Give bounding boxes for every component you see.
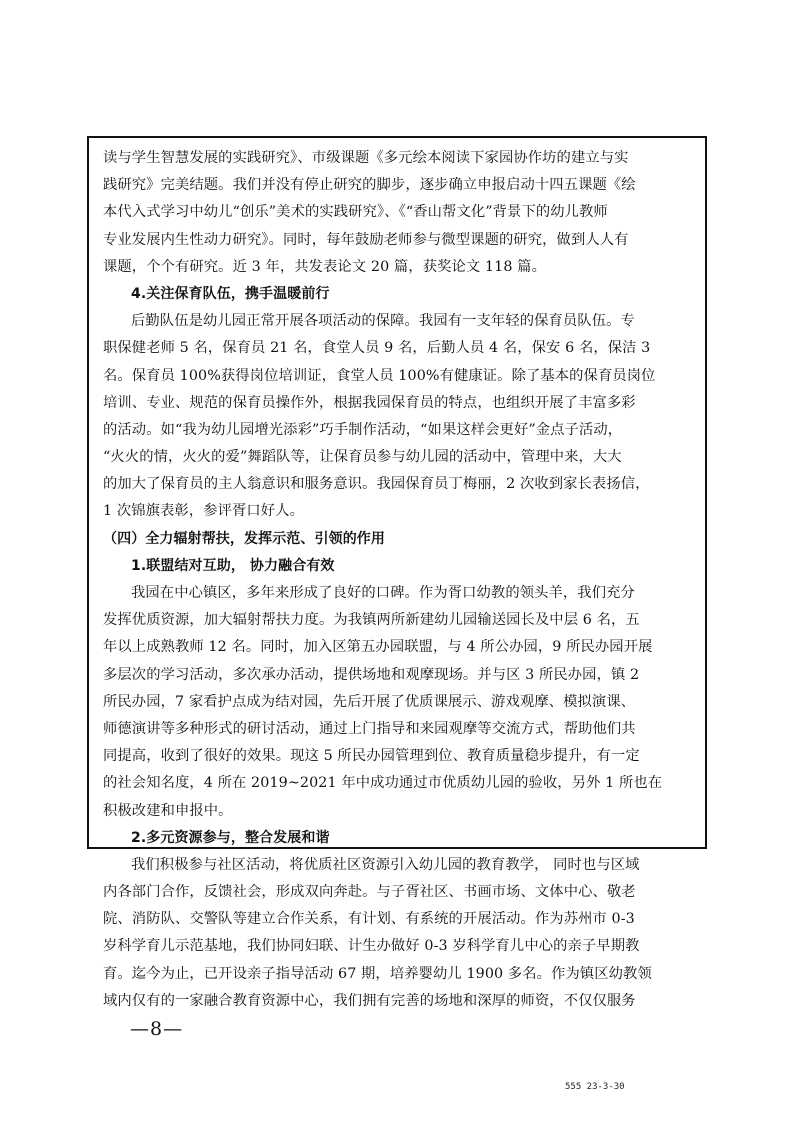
content-frame <box>87 136 707 1009</box>
text-line: 多层次的学习活动，多次承办活动，提供场地和观摩现场。并与区 3 所民办园，镇 2 <box>103 666 640 683</box>
text-line: 的加大了保育员的主人翁意识和服务意识。我园保育员丁梅丽，2 次收到家长表扬信， <box>103 476 650 493</box>
paragraph-first-line: 后勤队伍是幼儿园正常开展各项活动的保障。我园有一支年轻的保育员队伍。专 <box>131 313 635 330</box>
text-line: 本代入式学习中幼儿“创乐”美术的实践研究》、《“香山帮文化”背景下的幼儿教师 <box>103 204 608 221</box>
text-line: 名。保育员 100%获得岗位培训证，食堂人员 100%有健康证。除了基本的保育员岗位 <box>103 367 656 384</box>
paragraph-first-line: 我们积极参与社区活动，将优质社区资源引入幼儿园的教育教学， 同时也与区域 <box>131 856 640 873</box>
paragraph-first-line: 我园在中心镇区，多年来形成了良好的口碑。作为胥口幼教的领头羊，我们充分 <box>131 585 635 601</box>
text-line: 所民办园，7 家看护点成为结对园，先后开展了优质课展示、游戏观摩、模拟演课、 <box>103 693 636 710</box>
text-line: 的活动。如“我为幼儿园增光添彩”巧手制作活动，“如果这样会更好”金点子活动， <box>103 421 623 438</box>
text-line: 育。迄今为止，已开设亲子指导活动 67 期，培养婴幼儿 1900 多名。作为镇区幼教领 <box>103 965 652 982</box>
text-line: 培训、专业、规范的保育员操作外，根据我园保育员的特点，也组织开展了丰富多彩 <box>103 394 636 411</box>
section-heading: （四）全力辐射帮扶，发挥示范、引领的作用 <box>103 530 385 547</box>
text-line: 的社会知名度，4 所在 2019~2021 年中成功通过市优质幼儿园的验收，另外 1 所也在 <box>103 775 663 792</box>
subsection-heading: 2.多元资源参与，整合发展和谐 <box>131 829 330 846</box>
print-stamp: 555 23-3-30 <box>565 1082 625 1092</box>
text-line: 年以上成熟教师 12 名。同时，加入区第五办园联盟，与 4 所公办园，9 所民办园开展 <box>103 639 653 656</box>
document-body <box>103 145 691 1015</box>
text-line: 域内仅有的一家融合教育资源中心，我们拥有完善的场地和深厚的师资，不仅仅服务 <box>103 992 636 1009</box>
text-line: 同提高，收到了很好的效果。现这 5 所民办园管理到位、教育质量稳步提升，有一定 <box>103 748 640 765</box>
text-line: 专业发展内生性动力研究》。同时，每年鼓励老师参与微型课题的研究，做到人人有 <box>103 231 629 248</box>
text-line: 1 次锦旗表彰，参评胥口好人。 <box>103 503 304 520</box>
text-line: 发挥优质资源，加大辐射帮扶力度。为我镇两所新建幼儿园输送园长及中层 6 名，五 <box>103 612 640 629</box>
text-line: 积极改建和申报中。 <box>103 802 233 819</box>
page-number: —8— <box>130 1018 184 1040</box>
text-line: 岁科学育儿示范基地，我们协同妇联、计生办做好 0-3 岁科学育儿中心的亲子早期教 <box>103 938 640 955</box>
text-line: “火火的情，火火的爱”舞蹈队等，让保育员参与幼儿园的活动中，管理中来，大大 <box>103 449 622 466</box>
text-line: 课题，个个有研究。近 3 年，共发表论文 20 篇，获奖论文 118 篇。 <box>103 258 546 275</box>
text-line: 院、消防队、交警队等建立合作关系，有计划、有系统的开展活动。作为苏州市 0-3 <box>103 911 635 928</box>
subsection-heading: 1.联盟结对互助， 协力融合有效 <box>131 557 335 574</box>
subsection-heading: 4.关注保育队伍，携手温暖前行 <box>131 285 330 302</box>
text-line: 师德演讲等多种形式的研讨活动，通过上门指导和来园观摩等交流方式，帮助他们共 <box>103 720 636 737</box>
text-line: 内各部门合作，反馈社会，形成双向奔赴。与子胥社区、书画市场、文体中心、敬老 <box>103 884 636 901</box>
text-line: 职保健老师 5 名，保育员 21 名，食堂人员 9 名，后勤人员 4 名，保安 6 名，保洁 3 <box>103 340 651 357</box>
text-line: 读与学生智慧发展的实践研究》、市级课题《多元绘本阅读下家园协作坊的建立与实 <box>103 150 629 166</box>
text-line: 践研究》完美结题。我们并没有停止研究的脚步，逐步确立申报启动十四五课题《绘 <box>103 177 636 194</box>
